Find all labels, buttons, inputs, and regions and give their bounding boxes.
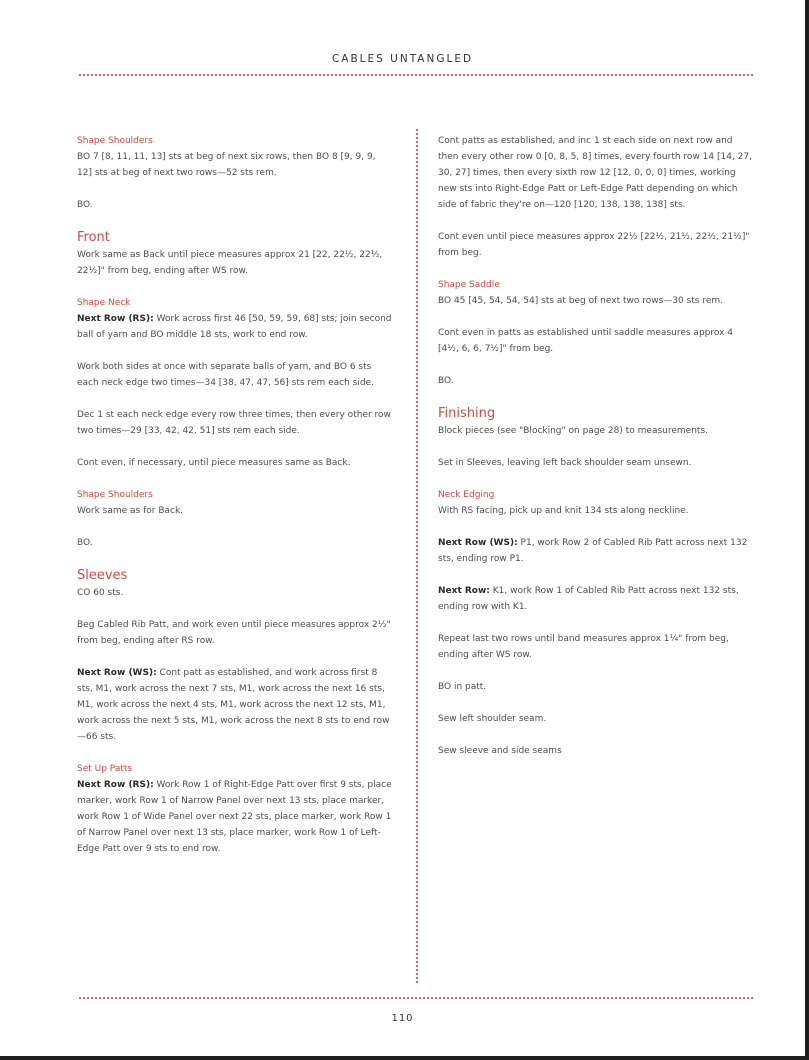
continue-patterns-para: Cont patts as established, and inc 1 st each side on next row and then every other row 0 [0, 8, 5, 8] times, every fourth row 14 [14, 27, 30, 27] times, then every sixth row 12 [12, 0, 0, 0] times, working new sts into Right-Edge Patt or Left-Edge Patt depending on which side of fabric they're on—120 [120, 138, 138, 138] sts. <box>438 136 752 210</box>
left-column <box>77 133 393 873</box>
sew-shoulder-seam: Sew left shoulder seam. <box>438 714 547 724</box>
neck-para-4: Cont even, if necessary, until piece measures same as Back. <box>77 458 351 468</box>
continue-even-para: Cont even until piece measures approx 22½ [22½, 21½, 22½, 21½]" from beg. <box>438 232 750 258</box>
sleeves-ws-instruction <box>77 665 393 745</box>
neck-row-text: Work across first 46 [50, 59, 59, 68] sts; join second ball of yarn and BO middle 18 sts, work to end row. <box>77 314 392 340</box>
edging-row-instruction <box>438 583 754 615</box>
setup-row-text: Work Row 1 of Right-Edge Patt over first 9 sts, place marker, work Row 1 of Narrow Panel over next 13 sts, place marker, work Row 1 of Wide Panel over next 22 sts, place marker, work Row 1 of Narrow Panel over next 13 sts, place marker, work Row 1 of Left-Edge Patt over 9 sts to end row. <box>77 780 392 854</box>
edging-ws-label: Next Row (WS): <box>438 538 518 548</box>
setup-heading: Set Up Patts <box>77 764 133 774</box>
sleeves-para-2: Beg Cabled Rib Patt, and work even until piece measures approx 2½" from beg, ending after RS row. <box>77 620 391 646</box>
back-bind-off: BO. <box>77 200 93 210</box>
neck-heading: Shape Neck <box>77 298 131 308</box>
bind-off-in-pattern: BO in patt. <box>438 682 487 692</box>
neck-para-3: Dec 1 st each neck edge every row three times, then every other row two times—29 [33, 42, 42, 51] sts rem each side. <box>77 410 391 436</box>
front-shoulders-text: Work same as for Back. <box>77 506 184 516</box>
bottom-dotted-rule <box>78 997 755 999</box>
saddle-heading: Shape Saddle <box>438 280 500 290</box>
finishing-para-2: Set in Sleeves, leaving left back shoulder seam unsewn. <box>438 458 692 468</box>
setup-row-label: Next Row (RS): <box>77 780 154 790</box>
neck-row-label: Next Row (RS): <box>77 314 154 324</box>
front-text: Work same as Back until piece measures approx 21 [22, 22½, 22½, 22½]" from beg, ending after WS row. <box>77 250 383 276</box>
saddle-bind-off: BO. <box>438 376 454 386</box>
back-shoulders-heading: Shape Shoulders <box>77 136 153 146</box>
saddle-para-2: Cont even in patts as established until saddle measures approx 4 [4½, 6, 6, 7½]" from beg. <box>438 328 734 354</box>
edging-row-text: K1, work Row 1 of Cabled Rib Patt across next 132 sts, ending row with K1. <box>438 586 739 612</box>
front-heading: Front <box>77 230 110 245</box>
neck-edging-heading: Neck Edging <box>438 490 495 500</box>
sleeves-cast-on: CO 60 sts. <box>77 588 124 598</box>
neck-para-2: Work both sides at once with separate balls of yarn, and BO 6 sts each neck edge two times—34 [38, 47, 47, 56] sts rem each side. <box>77 362 374 388</box>
repeat-para: Repeat last two rows until band measures approx 1¼" from beg, ending after WS row. <box>438 634 729 660</box>
front-shoulders-heading: Shape Shoulders <box>77 490 153 500</box>
edging-ws-text: P1, work Row 2 of Cabled Rib Patt across next 132 sts, ending row P1. <box>438 538 748 564</box>
top-dotted-rule <box>78 74 755 76</box>
neck-edging-text: With RS facing, pick up and knit 134 sts along neckline. <box>438 506 689 516</box>
sleeves-heading: Sleeves <box>77 568 128 583</box>
setup-row-instruction <box>77 777 393 857</box>
finishing-text: Block pieces (see "Blocking" on page 28) to measurements. <box>438 426 708 436</box>
sew-sleeve-seams: Sew sleeve and side seams <box>438 746 562 756</box>
column-divider <box>416 128 418 984</box>
page-number: 110 <box>391 1013 414 1024</box>
right-column <box>438 133 754 775</box>
saddle-text: BO 45 [45, 54, 54, 54] sts at beg of next two rows—30 sts rem. <box>438 296 724 306</box>
edging-row-label: Next Row: <box>438 586 490 596</box>
front-bind-off: BO. <box>77 538 93 548</box>
finishing-heading: Finishing <box>438 406 496 421</box>
neck-row-instruction <box>77 311 393 343</box>
sleeves-ws-label: Next Row (WS): <box>77 668 157 678</box>
back-shoulders-text: BO 7 [8, 11, 11, 13] sts at beg of next six rows, then BO 8 [9, 9, 9, 12] sts at beg of next two rows—52 sts rem. <box>77 152 376 178</box>
running-head: CABLES UNTANGLED <box>331 53 474 65</box>
sleeves-ws-text: Cont patt as established, and work across first 8 sts, M1, work across the next 7 sts, M1, work across the next 16 sts, M1, work across the next 4 sts, M1, work across the next 12 sts, M1, work across the next 5 sts, M1, work across the next 8 sts to end row—66 sts. <box>77 668 390 742</box>
edging-ws-instruction <box>438 535 754 567</box>
